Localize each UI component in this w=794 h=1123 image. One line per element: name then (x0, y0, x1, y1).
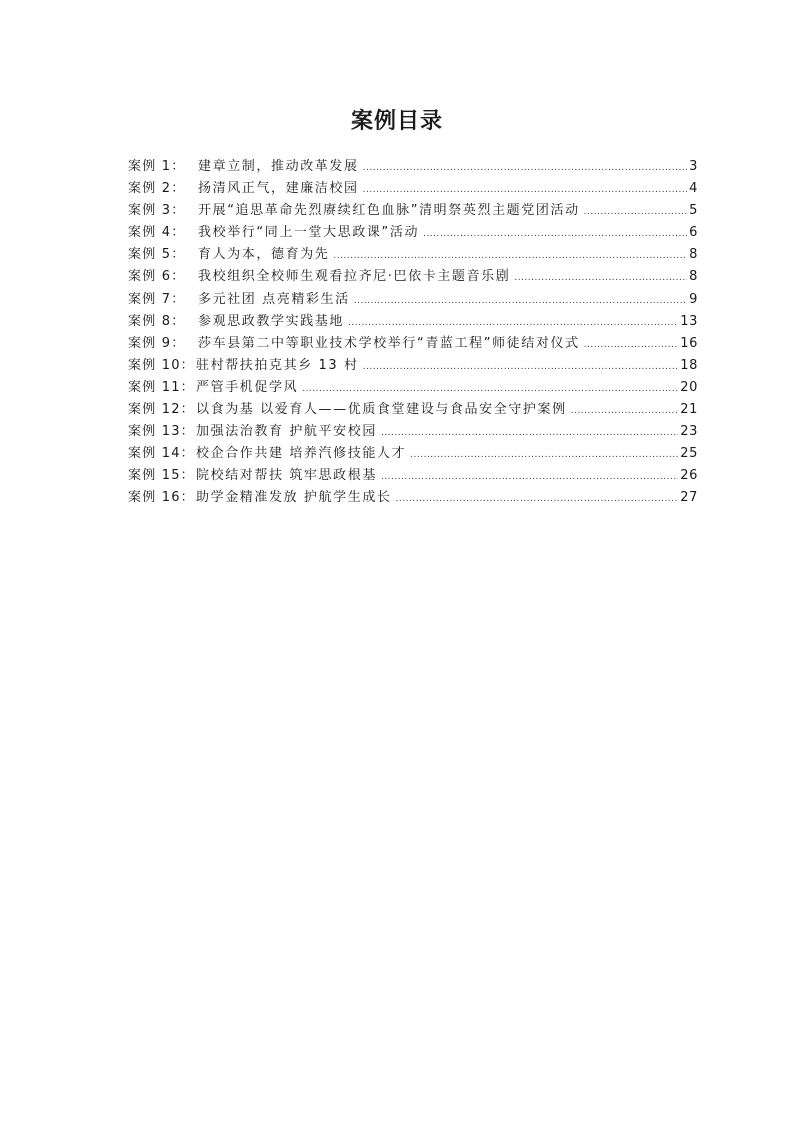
toc-entry[interactable] (128, 421, 698, 443)
toc-entry-title: 育人为本，德育为先 (198, 247, 330, 263)
toc-leader-dots (302, 378, 678, 400)
toc-entry-page: 16 (680, 335, 698, 351)
toc-entry-page: 20 (680, 379, 698, 395)
toc-entry-label: 案例 12： (128, 402, 195, 418)
toc-leader-dots (423, 223, 687, 245)
toc-entry-title: 加强法治教育 护航平安校园 (196, 424, 377, 440)
toc-leader-dots (584, 334, 679, 356)
toc-entry[interactable] (128, 244, 698, 266)
toc-entry-title: 院校结对帮扶 筑牢思政根基 (196, 468, 377, 484)
toc-leader-dots (381, 422, 678, 444)
toc-leader-dots (333, 245, 687, 267)
toc-entry[interactable] (128, 355, 698, 377)
toc-entry-title: 严管手机促学风 (196, 379, 299, 395)
toc-entry-title: 以食为基 以爱育人——优质食堂建设与食品安全守护案例 (196, 402, 567, 418)
toc-entry[interactable] (128, 156, 698, 178)
toc-leader-dots (571, 400, 679, 422)
toc-entry-label: 案例 16： (128, 490, 195, 506)
toc-entry-label: 案例 7： (128, 291, 186, 307)
toc-entry-title: 多元社团 点亮精彩生活 (198, 291, 350, 307)
toc-entry-page: 13 (680, 313, 698, 329)
toc-entry-label: 案例 2： (128, 181, 186, 197)
toc-entry-page: 4 (689, 181, 698, 197)
toc-entry-title: 助学金精准发放 护航学生成长 (196, 490, 392, 506)
toc-entry[interactable] (128, 200, 698, 222)
toc-entry[interactable] (128, 222, 698, 244)
toc-entry-page: 23 (680, 424, 698, 440)
toc-entry-label: 案例 14： (128, 446, 195, 462)
toc-leader-dots (410, 444, 678, 466)
toc-entry-page: 18 (680, 357, 698, 373)
toc-entry-page: 3 (689, 159, 698, 174)
page-title: 案例目录 (350, 109, 443, 134)
toc-entry[interactable] (128, 443, 698, 465)
table-of-contents (128, 156, 698, 510)
toc-entry-title: 开展“追思革命先烈赓续红色血脉”清明祭英烈主题党团活动 (198, 203, 580, 219)
toc-entry-label: 案例 9： (128, 335, 186, 351)
toc-entry-page: 9 (689, 291, 698, 307)
toc-entry-label: 案例 6： (128, 269, 186, 285)
toc-leader-dots (363, 157, 688, 179)
toc-entry-label: 案例 4： (128, 225, 186, 241)
toc-entry-label: 案例 3： (128, 203, 186, 219)
toc-entry-page: 8 (689, 247, 698, 263)
toc-entry-title: 我校组织全校师生观看拉齐尼·巴依卡主题音乐剧 (198, 269, 511, 285)
toc-leader-dots (348, 312, 678, 334)
toc-entry[interactable] (128, 178, 698, 200)
toc-entry-title: 建章立制，推动改革发展 (198, 159, 359, 174)
toc-leader-dots (514, 267, 687, 289)
toc-entry-page: 25 (680, 446, 698, 462)
toc-entry-label: 案例 5： (128, 247, 186, 263)
toc-entry-page: 26 (680, 468, 698, 484)
toc-entry-page: 6 (689, 225, 698, 241)
toc-entry-label: 案例 8： (128, 313, 186, 329)
toc-entry-page: 5 (689, 203, 698, 219)
toc-entry-page: 21 (680, 402, 698, 418)
toc-entry[interactable] (128, 289, 698, 311)
toc-leader-dots (363, 179, 688, 201)
toc-entry-title: 驻村帮扶拍克其乡 13 村 (196, 357, 359, 373)
toc-entry-label: 案例 15： (128, 468, 195, 484)
toc-entry-title: 我校举行“同上一堂大思政课”活动 (198, 225, 420, 241)
toc-entry-title: 参观思政教学实践基地 (198, 313, 345, 329)
toc-entry-title: 扬清风正气，建廉洁校园 (198, 181, 359, 197)
toc-leader-dots (584, 201, 687, 223)
toc-entry-label: 案例 11： (128, 379, 195, 395)
toc-entry[interactable] (128, 311, 698, 333)
toc-leader-dots (363, 356, 679, 378)
toc-entry[interactable] (128, 465, 698, 487)
toc-entry-title: 校企合作共建 培养汽修技能人才 (196, 446, 407, 462)
toc-entry[interactable] (128, 266, 698, 288)
toc-entry-title: 莎车县第二中等职业技术学校举行“青蓝工程”师徒结对仪式 (198, 335, 580, 351)
toc-leader-dots (354, 290, 687, 312)
toc-entry[interactable] (128, 399, 698, 421)
toc-entry[interactable] (128, 377, 698, 399)
toc-entry-page: 8 (689, 269, 698, 285)
toc-leader-dots (396, 488, 679, 510)
toc-entry[interactable] (128, 333, 698, 355)
toc-leader-dots (381, 466, 678, 488)
toc-entry[interactable] (128, 487, 698, 509)
toc-entry-label: 案例 13： (128, 424, 195, 440)
toc-entry-label: 案例 10： (128, 357, 195, 373)
toc-entry-label: 案例 1： (128, 159, 186, 174)
toc-entry-page: 27 (680, 490, 698, 506)
